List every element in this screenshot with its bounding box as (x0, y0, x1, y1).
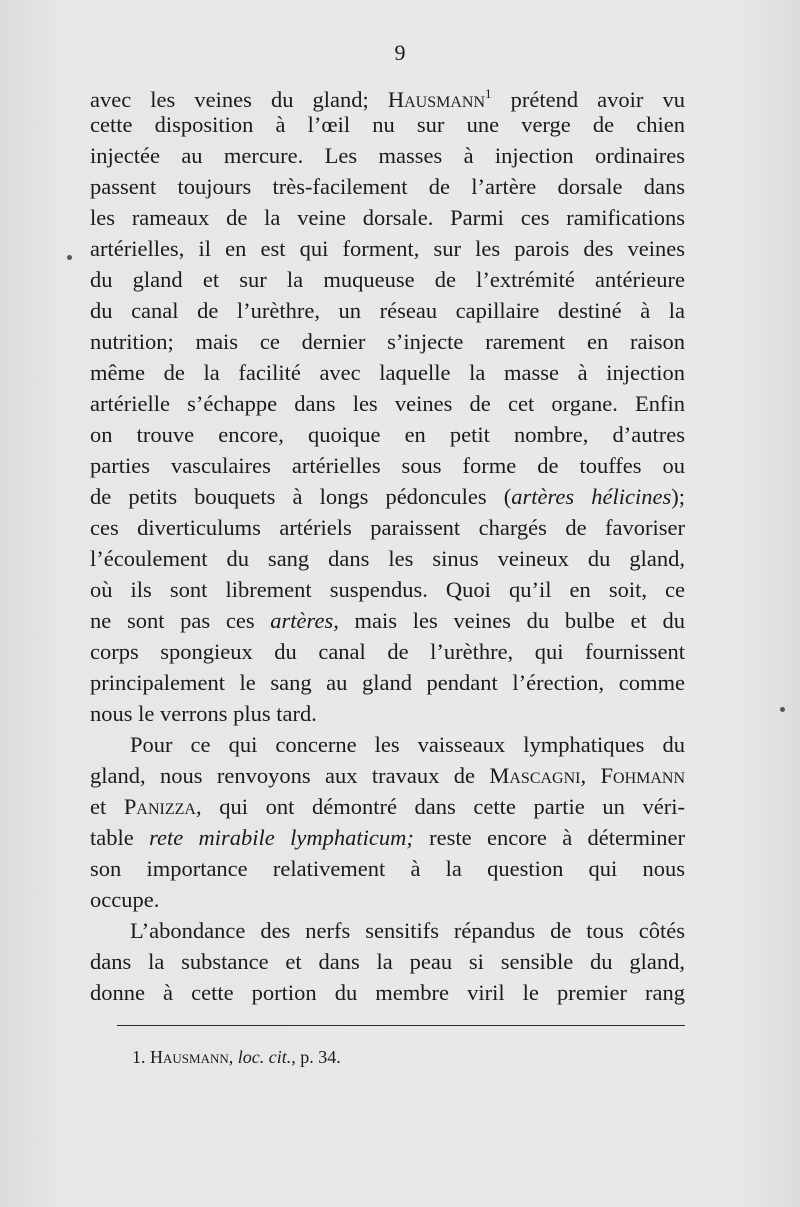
text-line: avec les veines du gland; Hausmann$^1$ prétend avoir vu (90, 86, 685, 112)
text-line: nous le verrons plus tard. (90, 701, 317, 726)
text-line: parties vasculaires artérielles sous forme de touffes ou (90, 453, 685, 478)
print-speck (67, 255, 72, 260)
text-line: de petits bouquets à longs pédoncules (artères hélicines); (90, 484, 685, 509)
text-line: du canal de l’urèthre, un réseau capillaire destiné à la (90, 298, 685, 323)
text-line: dans la substance et dans la peau si sensible du gland, (90, 949, 685, 974)
text-line: L’abondance des nerfs sensitifs répandus de tous côtés (130, 918, 685, 943)
text-line: ne sont pas ces artères, mais les veines du bulbe et du (90, 608, 685, 633)
text-line: on trouve encore, quoique en petit nombre, d’autres (90, 422, 685, 447)
text-line: artérielles, il en est qui forment, sur les parois des veines (90, 236, 685, 261)
body-text (90, 78, 685, 1008)
footnote-citation: loc. cit., (237, 1047, 296, 1067)
footnote-reference: 1 (485, 86, 492, 101)
text-line: principalement le sang au gland pendant l’érection, comme (90, 670, 685, 695)
text-line: artérielle s’échappe dans les veines de cet organe. Enfin (90, 391, 685, 416)
text-line: son importance relativement à la question qui nous (90, 856, 685, 881)
text-line: occupe. (90, 887, 160, 912)
text-line: injectée au mercure. Les masses à injection ordinaires (90, 143, 685, 168)
footnote: 1. Hausmann, loc. cit., p. 34. (132, 1047, 341, 1067)
text-line: donne à cette portion du membre viril le premier rang (90, 980, 685, 1005)
footnote-rule (117, 1025, 685, 1026)
text-line: les rameaux de la veine dorsale. Parmi ces ramifications (90, 205, 685, 230)
footnote-author: Hausmann (150, 1047, 229, 1067)
text-line: du gland et sur la muqueuse de l’extrémité antérieure (90, 267, 685, 292)
page-number: 9 (394, 40, 406, 65)
text-line: table rete mirabile lymphaticum; reste encore à déterminer (90, 825, 685, 850)
text-line: passent toujours très-facilement de l’artère dorsale dans (90, 174, 685, 199)
text-line: cette disposition à l’œil nu sur une verge de chien (90, 112, 685, 137)
print-speck (780, 707, 785, 712)
text-line: ces diverticulums artériels paraissent chargés de favoriser (90, 515, 685, 540)
text-line: même de la facilité avec laquelle la masse à injection (90, 360, 685, 385)
text-line: gland, nous renvoyons aux travaux de Mascagni, Fohmann (90, 763, 686, 788)
text-line: nutrition; mais ce dernier s’injecte rarement en raison (90, 329, 685, 354)
text-line: Pour ce qui concerne les vaisseaux lymphatiques du (130, 732, 685, 757)
text-line: corps spongieux du canal de l’urèthre, qui fournissent (90, 639, 685, 664)
text-line: l’écoulement du sang dans les sinus veineux du gland, (90, 546, 685, 571)
footnote-page: p. 34. (300, 1047, 341, 1067)
text-line: et Panizza, qui ont démontré dans cette partie un véri- (90, 794, 685, 819)
text-line: où ils sont librement suspendus. Quoi qu’il en soit, ce (90, 577, 685, 602)
footnote-number: 1. (132, 1047, 146, 1067)
